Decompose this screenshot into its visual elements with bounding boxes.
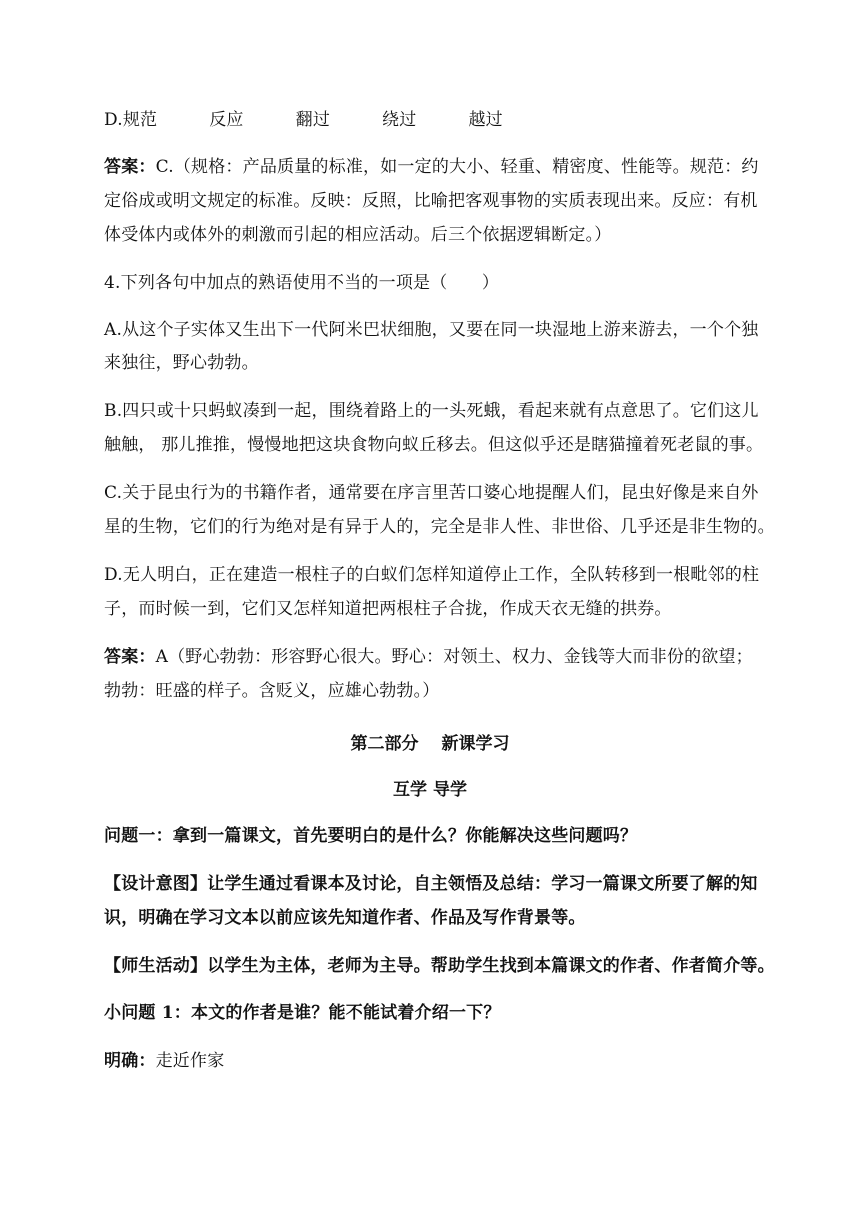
option-d-word-2: 反应: [209, 110, 244, 130]
activity-label: 【师生活动】: [104, 956, 208, 976]
section-title: 第二部分 新课学习: [350, 734, 510, 754]
option-d-label: D.规范: [104, 110, 158, 130]
question-4-option-a-line-1: A.从这个子实体又生出下一代阿米巴状细胞，又要在同一块湿地上游来游去，一个个独: [104, 320, 759, 340]
section-subtitle: 互学 导学: [393, 780, 467, 800]
answer-3-line-3: 体受体内或体外的刺激而引起的相应活动。后三个依据逻辑断定。）: [104, 225, 612, 245]
answer-label: 答案：: [104, 157, 156, 177]
answer-label: 答案：: [104, 647, 156, 667]
question-4-option-d-line-1: D.无人明白，正在建造一根柱子的白蚁们怎样知道停止工作，全队转移到一根毗邻的柱: [104, 565, 760, 585]
option-d-word-4: 绕过: [382, 110, 417, 130]
activity-text: 以学生为主体，老师为主导。帮助学生找到本篇课文的作者、作者简介等。: [207, 956, 775, 976]
question-4-option-c-line-1: C.关于昆虫行为的书籍作者，通常要在序言里苦口婆心地提醒人们，昆虫好像是来自外: [104, 483, 759, 503]
design-intent-label: 【设计意图】: [104, 874, 208, 894]
question-4-option-b-line-2: 触触， 那儿推推，慢慢地把这块食物向蚁丘移去。但这似乎还是瞎猫撞着死老鼠的事。: [104, 435, 764, 455]
answer-3-line-1: [104, 155, 764, 179]
question-4-option-c-line-2: 星的生物，它们的行为绝对是有异于人的，完全是非人性、非世俗、几乎还是非生物的。: [104, 517, 775, 537]
question-4-option-d-line-2: 子，而时候一到，它们又怎样知道把两根柱子合拢，作成天衣无缝的拱券。: [104, 599, 672, 619]
answer-4-text-1: A（野心勃勃：形容野心很大。野心：对领土、权力、金钱等大而非份的欲望；: [155, 647, 753, 667]
clarify-text: 走近作家: [155, 1051, 225, 1071]
design-intent-text-1: 让学生通过看课本及讨论，自主领悟及总结：学习一篇课文所要了解的知: [207, 874, 758, 894]
clarify-label: 明确：: [104, 1051, 156, 1071]
design-intent-line-1: [104, 872, 764, 896]
option-d-word-3: 翻过: [295, 110, 331, 130]
activity-line: [104, 954, 775, 978]
design-intent-line-2: 识，明确在学习文本以前应该先知道作者、作品及写作背景等。: [104, 908, 586, 928]
option-d-word-5: 越过: [468, 110, 503, 130]
question-4-option-b-line-1: B.四只或十只蚂蚁凑到一起，围绕着路上的一头死蛾，看起来就有点意思了。它们这儿: [104, 401, 759, 421]
clarify-line: [104, 1049, 764, 1073]
question-4-stem: 4.下列各句中加点的熟语使用不当的一项是（ ）: [104, 273, 500, 293]
answer-3-line-2: 定俗成或明文规定的标准。反映：反照，比喻把客观事物的实质表现出来。反应：有机: [104, 191, 758, 211]
question-4-option-a-line-2: 来独往，野心勃勃。: [104, 353, 259, 373]
option-d-line: [104, 108, 764, 132]
small-question-1: 小问题 1：本文的作者是谁？能不能试着介绍一下？: [104, 1003, 501, 1023]
answer-4-line-2: 勃勃：旺盛的样子。含贬义，应雄心勃勃。）: [104, 681, 440, 701]
question-one: 问题一：拿到一篇课文，首先要明白的是什么？你能解决这些问题吗？: [104, 826, 638, 846]
answer-4-line-1: [104, 645, 764, 669]
answer-3-text-1: C.（规格：产品质量的标准，如一定的大小、轻重、精密度、性能等。规范：约: [155, 157, 759, 177]
